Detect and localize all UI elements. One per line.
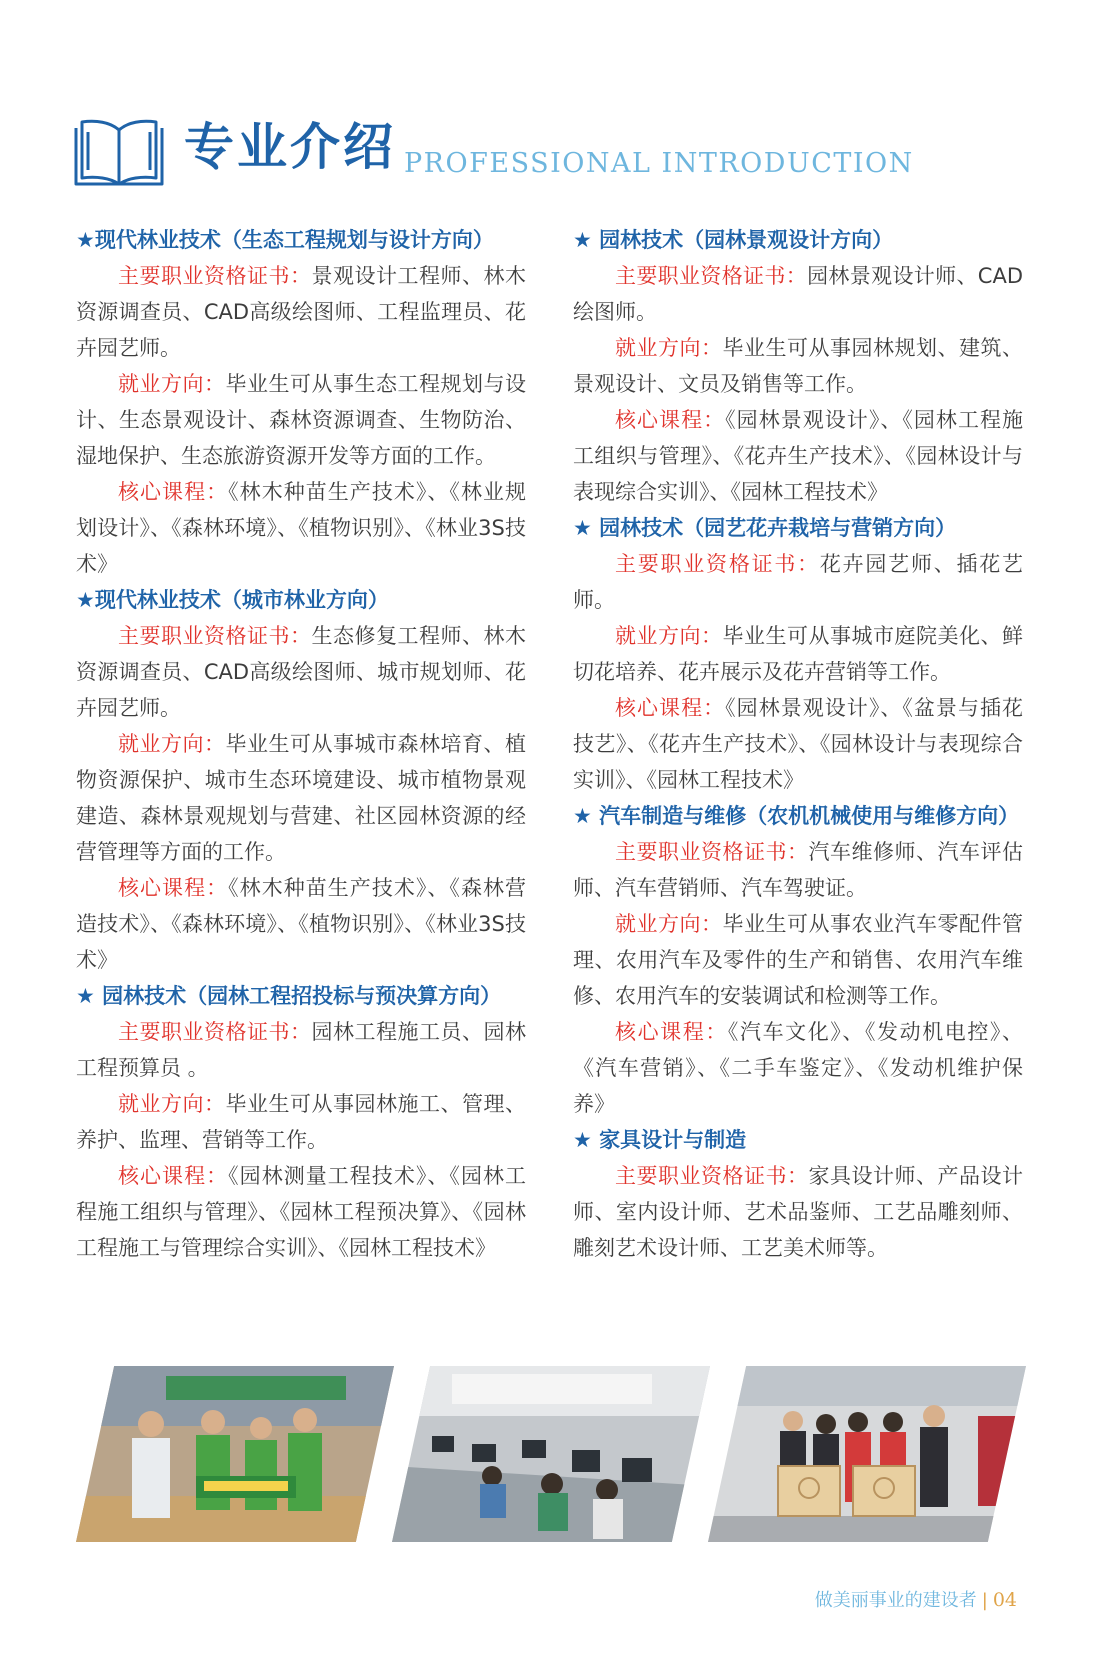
career-label: 就业方向： <box>118 732 226 756</box>
career-label: 就业方向： <box>615 336 723 360</box>
page-title-english: PROFESSIONAL INTRODUCTION <box>404 148 914 179</box>
course-label: 核心课程： <box>615 408 726 432</box>
left-column <box>76 222 526 1266</box>
certificate-label: 主要职业资格证书： <box>118 1020 312 1044</box>
photo-strip <box>76 1366 1026 1542</box>
course-paragraph <box>573 690 1023 798</box>
career-paragraph <box>573 618 1023 690</box>
certificate-label: 主要职业资格证书： <box>118 264 312 288</box>
course-text: 《林木种苗生产技术》、《森林营造技术》、《森林环境》、《植物识别》、《林业3S技术》 <box>76 876 527 972</box>
certificate-paragraph <box>76 1014 526 1086</box>
course-paragraph <box>573 1014 1023 1122</box>
certificate-paragraph <box>573 258 1023 330</box>
career-paragraph <box>573 906 1023 1014</box>
major-title: ★ 园林技术（园艺花卉栽培与营销方向） <box>573 516 957 540</box>
course-text: 《园林景观设计》、《盆景与插花技艺》、《花卉生产技术》、《园林设计与表现综合实训》、《园林工程技术》 <box>573 696 1024 792</box>
course-label: 核心课程： <box>118 480 229 504</box>
page-footer <box>815 1586 1017 1612</box>
right-column <box>573 222 1023 1266</box>
computer-lab-photo <box>392 1366 710 1542</box>
major-title: ★现代林业技术（生态工程规划与设计方向） <box>76 228 494 252</box>
certificate-paragraph <box>76 258 526 366</box>
certificate-text: 园林工程施工员、园林工程预算员 。 <box>76 1020 526 1080</box>
career-text: 毕业生可从事园林规划、建筑、景观设计、文员及销售等工作。 <box>573 336 1023 396</box>
career-paragraph <box>76 726 526 870</box>
course-paragraph <box>76 870 526 978</box>
career-text: 毕业生可从事园林施工、管理、养护、监理、营销等工作。 <box>76 1092 526 1152</box>
certificate-text: 家具设计师、产品设计师、室内设计师、艺术品鉴师、工艺品雕刻师、雕刻艺术设计师、工艺美术师等。 <box>573 1164 1023 1260</box>
major-title: ★ 园林技术（园林工程招投标与预决算方向） <box>76 984 502 1008</box>
course-text: 《林木种苗生产技术》、《林业规划设计》、《森林环境》、《植物识别》、《林业3S技术》 <box>76 480 527 576</box>
certificate-label: 主要职业资格证书： <box>615 840 809 864</box>
career-text: 毕业生可从事农业汽车零配件管理、农用汽车及零件的生产和销售、农用汽车维修、农用汽车的安装调试和检测等工作。 <box>573 912 1023 1008</box>
page-title: 专业介绍 <box>184 118 396 176</box>
page-header <box>72 112 1032 192</box>
page-number: 04 <box>992 1589 1017 1611</box>
career-text: 毕业生可从事城市庭院美化、鲜切花培养、花卉展示及花卉营销等工作。 <box>573 624 1023 684</box>
footer-slogan: 做美丽事业的建设者 <box>814 1590 977 1611</box>
footer-separator: | <box>981 1590 988 1611</box>
certificate-text: 汽车维修师、汽车评估师、汽车营销师、汽车驾驶证。 <box>573 840 1023 900</box>
certificate-text: 生态修复工程师、林木资源调查员、CAD高级绘图师、城市规划师、花卉园艺师。 <box>76 624 526 720</box>
course-paragraph <box>76 1158 526 1266</box>
major-title: ★ 园林技术（园林景观设计方向） <box>573 228 894 252</box>
furniture-competition-photo <box>708 1366 1026 1542</box>
award-photo <box>76 1366 394 1542</box>
course-label: 核心课程： <box>615 696 726 720</box>
certificate-label: 主要职业资格证书： <box>615 264 808 288</box>
open-book-icon <box>72 118 166 190</box>
certificate-paragraph <box>573 834 1023 906</box>
course-label: 核心课程： <box>118 876 229 900</box>
career-label: 就业方向： <box>118 1092 226 1116</box>
career-label: 就业方向： <box>615 624 723 648</box>
course-paragraph <box>573 402 1023 510</box>
course-text: 《园林景观设计》、《园林工程施工组织与管理》、《花卉生产技术》、《园林设计与表现综合实训》、《园林工程技术》 <box>573 408 1024 504</box>
career-text: 毕业生可从事生态工程规划与设计、生态景观设计、森林资源调查、生物防治、湿地保护、生态旅游资源开发等方面的工作。 <box>76 372 526 468</box>
course-label: 核心课程： <box>118 1164 229 1188</box>
certificate-paragraph <box>76 618 526 726</box>
certificate-text: 景观设计工程师、林木资源调查员、CAD高级绘图师、工程监理员、花卉园艺师。 <box>76 264 526 360</box>
major-title: ★ 汽车制造与维修（农机机械使用与维修方向） <box>573 804 1020 828</box>
certificate-label: 主要职业资格证书： <box>118 624 312 648</box>
certificate-paragraph <box>573 546 1023 618</box>
course-label: 核心课程： <box>615 1020 728 1044</box>
career-label: 就业方向： <box>615 912 723 936</box>
certificate-text: 园林景观设计师、CAD绘图师。 <box>573 264 1024 324</box>
career-paragraph <box>76 366 526 474</box>
certificate-text: 花卉园艺师、插花艺师。 <box>573 552 1024 612</box>
course-text: 《园林测量工程技术》、《园林工程施工组织与管理》、《园林工程预决算》、《园林工程施工与管理综合实训》、《园林工程技术》 <box>76 1164 527 1260</box>
major-title: ★现代林业技术（城市林业方向） <box>76 588 389 612</box>
certificate-label: 主要职业资格证书： <box>615 1164 809 1188</box>
course-text: 《汽车文化》、《发动机电控》、《汽车营销》、《二手车鉴定》、《发动机维护保养》 <box>573 1020 1024 1116</box>
career-paragraph <box>76 1086 526 1158</box>
course-paragraph <box>76 474 526 582</box>
career-paragraph <box>573 330 1023 402</box>
career-text: 毕业生可从事城市森林培育、植物资源保护、城市生态环境建设、城市植物景观建造、森林景观规划与营建、社区园林资源的经营管理等方面的工作。 <box>76 732 526 864</box>
career-label: 就业方向： <box>118 372 226 396</box>
major-title: ★ 家具设计与制造 <box>573 1128 747 1152</box>
certificate-label: 主要职业资格证书： <box>615 552 820 576</box>
certificate-paragraph <box>573 1158 1023 1266</box>
